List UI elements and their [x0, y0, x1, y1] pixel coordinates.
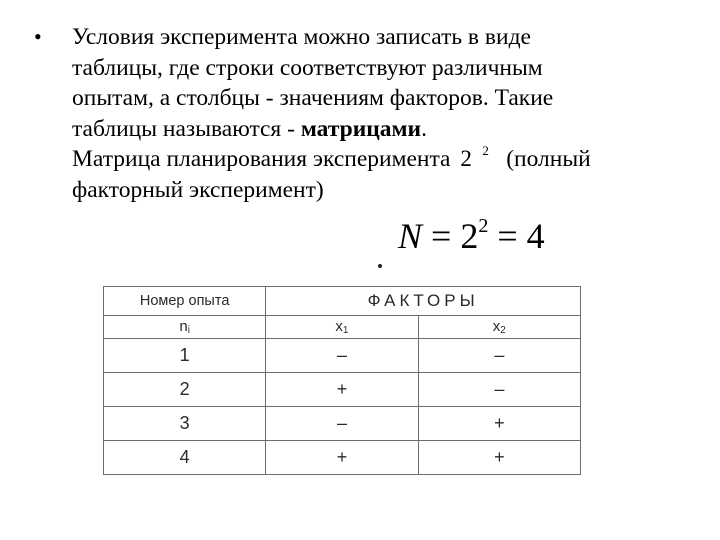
text-line-5-prefix: Матрица планирования эксперимента	[72, 146, 457, 172]
cell-n: 3	[104, 407, 266, 441]
table-row	[104, 441, 581, 475]
formula-variable: N	[398, 216, 423, 256]
inline-formula-exponent: 2	[482, 143, 489, 158]
text-line-5-suffix: (полный	[500, 146, 591, 172]
text-line-2: таблицы, где строки соответствуют различным	[72, 54, 543, 81]
text-line-4	[72, 114, 704, 145]
formula-result: = 4	[488, 216, 545, 256]
table-subheader-row	[104, 316, 581, 339]
table-row	[104, 407, 581, 441]
subheader-n-label: n	[179, 318, 188, 335]
bullet-paragraph	[34, 22, 704, 205]
table-row	[104, 373, 581, 407]
inline-power-formula	[456, 144, 500, 174]
text-line-3: опытам, а столбцы - значениям факторов. Такие	[72, 85, 554, 111]
formula-exponent: 2	[478, 215, 489, 237]
cell-n: 1	[104, 339, 266, 373]
subheader-x1	[266, 316, 418, 339]
cell-x2: +	[418, 441, 580, 475]
cell-x2: –	[418, 339, 580, 373]
text-line-6: факторный эксперимент)	[72, 176, 324, 203]
experiment-count-formula	[398, 206, 545, 256]
text-line-1: Условия эксперимента можно записать в виде	[72, 24, 531, 50]
cell-x2: –	[418, 373, 580, 407]
subheader-x2-index: 2	[500, 325, 506, 336]
cell-x1: +	[266, 441, 418, 475]
cell-x1: –	[266, 339, 418, 373]
formula-equals-1: =	[422, 216, 461, 256]
stray-dot	[378, 264, 382, 268]
keyword-matrices: матрицами	[300, 115, 422, 142]
table-row	[104, 339, 581, 373]
subheader-n	[104, 316, 266, 339]
text-line-4-prefix: таблицы называются -	[72, 115, 301, 142]
cell-x1: +	[266, 373, 418, 407]
formula-base: 2	[460, 216, 479, 256]
text-line-4-suffix: .	[421, 115, 427, 142]
subheader-x1-label: x	[335, 318, 343, 335]
subheader-x2	[418, 316, 580, 339]
cell-n: 4	[104, 441, 266, 475]
cell-n: 2	[104, 373, 266, 407]
subheader-x1-index: 1	[342, 325, 349, 336]
subheader-x2-label: x	[492, 318, 501, 335]
cell-x1: –	[266, 407, 418, 441]
cell-x2: +	[418, 407, 580, 441]
text-line-5	[72, 144, 704, 175]
header-experiment-number: Номер опыта	[104, 287, 266, 316]
bullet-icon: •	[34, 24, 42, 49]
planning-matrix-table	[103, 286, 581, 475]
inline-formula-base: 2	[460, 146, 472, 171]
table-header-row	[104, 287, 581, 316]
subheader-n-index: i	[187, 325, 190, 336]
header-factors: ФАКТОРЫ	[266, 287, 581, 316]
